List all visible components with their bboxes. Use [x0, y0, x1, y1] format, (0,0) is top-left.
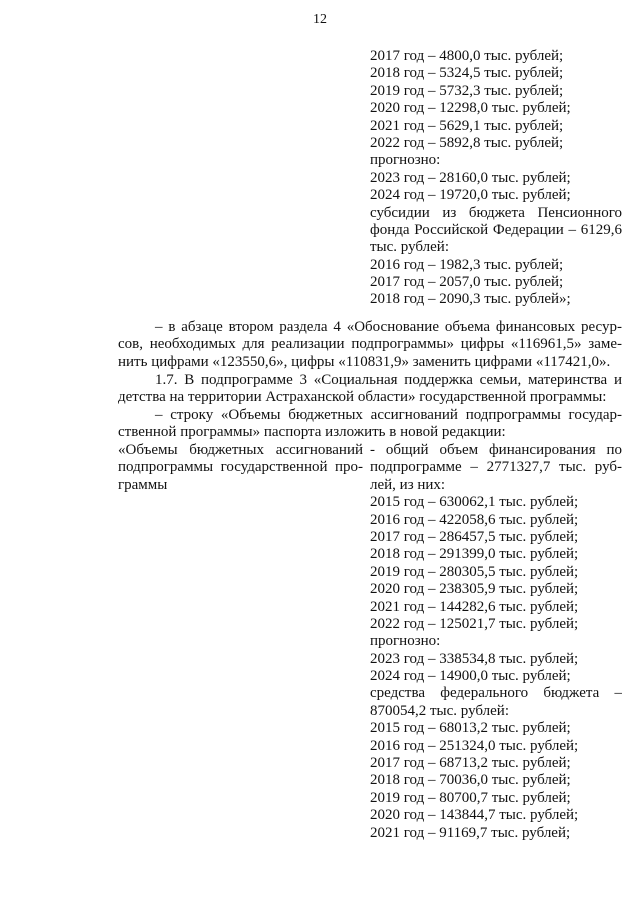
funding-line: 2024 год – 19720,0 тыс. рублей;	[370, 187, 571, 204]
funding-line: 2022 год – 5892,8 тыс. рублей;	[370, 134, 564, 151]
total-funding-line: подпрограмме – 2771327,7 тыс. руб-	[370, 459, 622, 476]
table-right-cell	[370, 442, 622, 842]
subsidy-heading-line: субсидии из бюджета Пенсионного	[370, 204, 622, 221]
federal-budget-heading: 870054,2 тыс. рублей:	[370, 702, 509, 719]
paragraph-1-7	[118, 372, 622, 407]
funding-line: 2017 год – 68713,2 тыс. рублей;	[370, 755, 571, 772]
page-number: 12	[313, 12, 327, 27]
paragraph-line: детства на территории Астраханской области» государственной программы:	[118, 389, 607, 406]
funding-line: 2016 год – 1982,3 тыс. рублей;	[370, 256, 564, 273]
paragraph-line: – строку «Объемы бюджетных ассигнований подпрограммы государ-	[155, 407, 622, 423]
funding-line: 2018 год – 5324,5 тыс. рублей;	[370, 65, 564, 82]
table-left-line: граммы	[118, 476, 168, 493]
funding-line: 2018 год – 70036,0 тыс. рублей;	[370, 772, 571, 789]
funding-line: 2015 год – 68013,2 тыс. рублей;	[370, 720, 571, 737]
funding-line: 2021 год – 5629,1 тыс. рублей;	[370, 117, 564, 134]
funding-line: 2021 год – 144282,6 тыс. рублей;	[370, 598, 579, 615]
funding-line: 2017 год – 4800,0 тыс. рублей;	[370, 48, 564, 64]
funding-line: 2016 год – 422058,6 тыс. рублей;	[370, 511, 579, 528]
paragraph-line: – в абзаце втором раздела 4 «Обоснование объема финансовых ресур-	[155, 319, 622, 335]
funding-line: 2022 год – 125021,7 тыс. рублей;	[370, 615, 579, 632]
paragraph-line: сов, необходимых для реализации подпрограммы» цифры «116961,5» заме-	[118, 336, 622, 353]
funding-line: 2020 год – 12298,0 тыс. рублей;	[370, 100, 571, 117]
funding-line: 2021 год – 91169,7 тыс. рублей;	[370, 824, 571, 841]
federal-budget-heading: средства федерального бюджета –	[370, 685, 622, 702]
funding-line: 2018 год – 291399,0 тыс. рублей;	[370, 546, 579, 563]
funding-line: 2024 год – 14900,0 тыс. рублей;	[370, 668, 571, 685]
subsidy-heading-line: фонда Российской Федерации – 6129,6	[370, 221, 622, 238]
funding-line: 2017 год – 2057,0 тыс. рублей;	[370, 274, 564, 291]
funding-line: 2023 год – 28160,0 тыс. рублей;	[370, 169, 571, 186]
total-funding-line: - общий объем финансирования по	[370, 442, 622, 458]
table-left-line: подпрограммы государственной про-	[118, 459, 363, 476]
paragraph-line: нить цифрами «123550,6», цифры «110831,9» заменить цифрами «117421,0».	[118, 353, 611, 370]
subsidy-heading-line: тыс. рублей:	[370, 239, 449, 256]
paragraph-line: ственной программы» паспорта изложить в новой редакции:	[118, 424, 506, 441]
funding-line: 2020 год – 238305,9 тыс. рублей;	[370, 581, 579, 598]
paragraph-section4-amendment	[118, 319, 622, 371]
funding-line: 2016 год – 251324,0 тыс. рублей;	[370, 737, 579, 754]
funding-line: 2023 год – 338534,8 тыс. рублей;	[370, 650, 579, 667]
paragraph-line: 1.7. В подпрограмме 3 «Социальная поддержка семьи, материнства и	[155, 372, 622, 388]
total-funding-line: лей, из них:	[370, 476, 446, 493]
funding-line: 2019 год – 80700,7 тыс. рублей;	[370, 789, 571, 806]
funding-line: 2019 год – 5732,3 тыс. рублей;	[370, 82, 564, 99]
forecast-label: прогнозно:	[370, 152, 441, 169]
funding-line: 2020 год – 143844,7 тыс. рублей;	[370, 807, 579, 824]
top-funding-block	[370, 48, 622, 309]
table-left-line: «Объемы бюджетных ассигнований	[118, 442, 363, 458]
funding-line: 2019 год – 280305,5 тыс. рублей;	[370, 563, 579, 580]
funding-line: 2017 год – 286457,5 тыс. рублей;	[370, 528, 579, 545]
paragraph-passport-row	[118, 407, 622, 442]
funding-line: 2018 год – 2090,3 тыс. рублей»;	[370, 291, 571, 308]
table-left-cell	[118, 442, 363, 494]
funding-line: 2015 год – 630062,1 тыс. рублей;	[370, 494, 579, 511]
forecast-label: прогнозно:	[370, 633, 441, 650]
